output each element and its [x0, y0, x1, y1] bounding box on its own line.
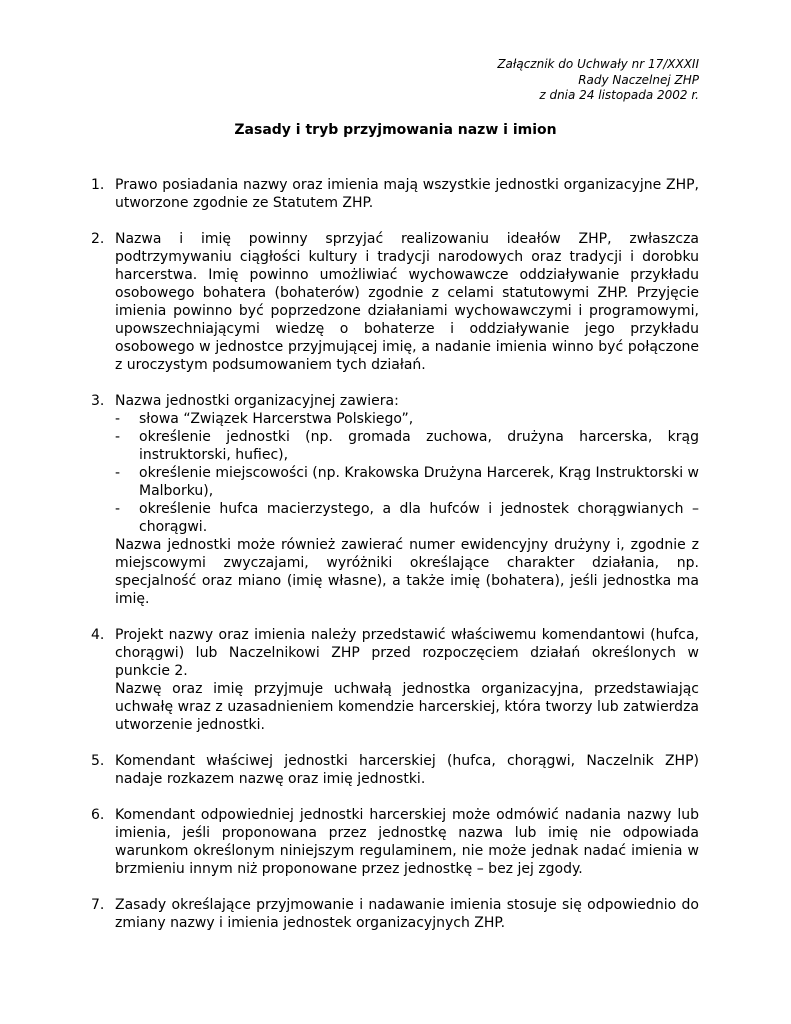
rule-item-5: [91, 752, 699, 788]
sub-list-item: [115, 500, 699, 536]
sub-list-item: [115, 464, 699, 500]
rule-sub-list: [115, 410, 699, 536]
rule-text: Komendant odpowiedniej jednostki harcerskiej może odmówić nadania nazwy lub imienia, jeśli proponowana przez jednostkę nazwa lub imię nie odpowiada warunkom określonym niniejszym regulaminem, nie może jednak nadać imienia w brzmieniu innym niż proponowane przez jednostkę – bez jej zgody.: [115, 807, 699, 877]
rule-number: 3.: [91, 393, 105, 409]
dash-bullet: -: [115, 411, 121, 427]
rule-number: 2.: [91, 231, 105, 247]
rule-number: 6.: [91, 807, 105, 823]
rule-item-2: [91, 230, 699, 374]
rule-text: Komendant właściwej jednostki harcerskiej (hufca, chorągwi, Naczelnik ZHP) nadaje rozkazem nazwę oraz imię jednostki.: [115, 753, 699, 787]
rule-text: Projekt nazwy oraz imienia należy przedstawić właściwemu komendantowi (hufca, chorągwi) lub Naczelnikowi ZHP przed rozpoczęciem działań określonych w punkcie 2.: [115, 627, 699, 679]
rule-item-6: [91, 806, 699, 878]
rule-text: Zasady określające przyjmowanie i nadawanie imienia stosuje się odpowiednio do zmiany nazwy i imienia jednostek organizacyjnych ZHP.: [115, 897, 699, 931]
dash-bullet: -: [115, 429, 121, 445]
rule-number: 1.: [91, 177, 105, 193]
rule-number: 7.: [91, 897, 105, 913]
dash-bullet: -: [115, 501, 121, 517]
sub-list-text: określenie miejscowości (np. Krakowska Drużyna Harcerek, Krąg Instruktorski w Malborku),: [139, 465, 699, 499]
rule-item-3: [91, 392, 699, 608]
sub-list-item: [115, 428, 699, 464]
sub-list-text: określenie jednostki (np. gromada zuchowa, drużyna harcerska, krąg instruktorski, hufiec),: [139, 429, 699, 463]
attachment-note-line-1: Załącznik do Uchwały nr 17/XXXII: [497, 57, 699, 71]
attachment-note-line-2: Rady Naczelnej ZHP: [578, 72, 699, 87]
sub-list-item: [115, 410, 699, 428]
sub-list-text: określenie hufca macierzystego, a dla hufców i jednostek chorągwianych – chorągwi.: [139, 501, 699, 535]
rule-item-4: [91, 626, 699, 734]
rule-number: 5.: [91, 753, 105, 769]
rule-item-7: [91, 896, 699, 932]
rule-intro: Nazwa jednostki organizacyjnej zawiera:: [115, 393, 399, 409]
rule-number: 4.: [91, 627, 105, 643]
attachment-note-line-3: z dnia 24 listopada 2002 r.: [539, 88, 699, 102]
dash-bullet: -: [115, 465, 121, 481]
sub-list-text: słowa “Związek Harcerstwa Polskiego”,: [139, 411, 414, 427]
rule-text: Nazwa i imię powinny sprzyjać realizowaniu ideałów ZHP, zwłaszcza podtrzymywaniu ciągłości kultury i tradycji narodowych oraz tradycji i dorobku harcerstwa. Imię powinno umożliwiać wychowawcze oddziaływanie przykładu osobowego bohatera (bohaterów) zgodnie z celami statutowymi ZHP. Przyjęcie imienia powinno być poprzedzone działaniami wychowawczymi i programowymi, upowszechniającymi wiedzę o bohaterze i oddziaływanie jego przykładu osobowego w jednostce przyjmującej imię, a nadanie imienia winno być połączone z uroczystym podsumowaniem tych działań.: [115, 231, 699, 373]
rule-text: Prawo posiadania nazwy oraz imienia mają wszystkie jednostki organizacyjne ZHP, utworzone zgodnie ze Statutem ZHP.: [115, 177, 699, 211]
rule-item-1: [91, 176, 699, 212]
rule-text-2: Nazwę oraz imię przyjmuje uchwałą jednostka organizacyjna, przedstawiając uchwałę wraz z uzasadnieniem komendzie harcerskiej, która tworzy lub zatwierdza utworzenie jednostki.: [115, 681, 699, 733]
rules-list: [91, 176, 699, 950]
rule-outro: Nazwa jednostki może również zawierać numer ewidencyjny drużyny i, zgodnie z miejscowymi zwyczajami, wyróżniki określające charakter działania, np. specjalność oraz miano (imię własne), a także imię (bohatera), jeśli jednostka ma imię.: [115, 537, 699, 607]
attachment-note: [399, 57, 699, 104]
document-title: Zasady i tryb przyjmowania nazw i imion: [234, 122, 557, 138]
